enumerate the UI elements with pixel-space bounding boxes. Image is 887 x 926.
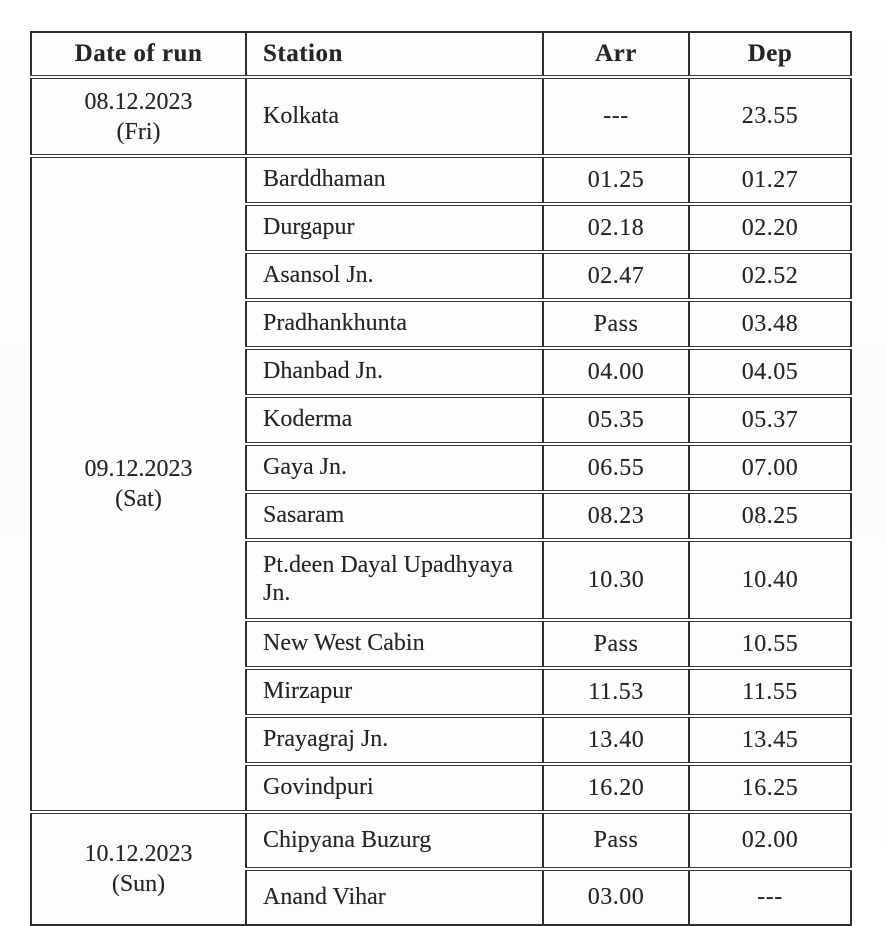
arr-cell: Pass <box>543 620 689 668</box>
station-cell: Sasaram <box>246 492 543 540</box>
arr-cell: Pass <box>543 812 689 869</box>
column-header-arr: Arr <box>543 32 689 77</box>
date-of-run-cell <box>31 812 246 925</box>
station-cell: Koderma <box>246 396 543 444</box>
arr-cell: 08.23 <box>543 492 689 540</box>
arr-cell: 10.30 <box>543 540 689 620</box>
dep-cell: 04.05 <box>689 348 851 396</box>
run-date: 10.12.2023 <box>84 841 193 867</box>
dep-cell: 10.55 <box>689 620 851 668</box>
arr-cell: --- <box>543 77 689 156</box>
station-cell: Chipyana Buzurg <box>246 812 543 869</box>
date-of-run-cell <box>31 77 246 156</box>
arr-cell: 02.18 <box>543 204 689 252</box>
station-cell: Anand Vihar <box>246 869 543 925</box>
station-cell: Prayagraj Jn. <box>246 716 543 764</box>
arr-cell: 01.25 <box>543 156 689 204</box>
station-cell: Barddhaman <box>246 156 543 204</box>
dep-cell: 11.55 <box>689 668 851 716</box>
dep-cell: 08.25 <box>689 492 851 540</box>
arr-cell: 04.00 <box>543 348 689 396</box>
arr-cell: 02.47 <box>543 252 689 300</box>
arr-cell: 13.40 <box>543 716 689 764</box>
run-date: 09.12.2023 <box>84 456 193 482</box>
train-timetable-table <box>30 31 852 926</box>
run-day: (Sat) <box>115 486 162 512</box>
dep-cell: --- <box>689 869 851 925</box>
dep-cell: 23.55 <box>689 77 851 156</box>
date-of-run-cell <box>31 156 246 812</box>
station-cell: Dhanbad Jn. <box>246 348 543 396</box>
station-cell: Kolkata <box>246 77 543 156</box>
station-cell: Gaya Jn. <box>246 444 543 492</box>
dep-cell: 10.40 <box>689 540 851 620</box>
dep-cell: 02.52 <box>689 252 851 300</box>
dep-cell: 01.27 <box>689 156 851 204</box>
station-cell: Pt.deen Dayal Upadhyaya Jn. <box>246 540 543 620</box>
dep-cell: 05.37 <box>689 396 851 444</box>
station-cell: Mirzapur <box>246 668 543 716</box>
table-header-row <box>31 32 851 77</box>
run-day: (Sun) <box>111 871 166 897</box>
table-row <box>31 77 851 156</box>
station-cell: Asansol Jn. <box>246 252 543 300</box>
station-cell: Durgapur <box>246 204 543 252</box>
column-header-dep: Dep <box>689 32 851 77</box>
run-day: (Fri) <box>116 118 161 145</box>
dep-cell: 16.25 <box>689 764 851 812</box>
dep-cell: 03.48 <box>689 300 851 348</box>
column-header-date-of-run: Date of run <box>31 32 246 77</box>
arr-cell: Pass <box>543 300 689 348</box>
table-row <box>31 156 851 204</box>
dep-cell: 07.00 <box>689 444 851 492</box>
column-header-station: Station <box>246 32 543 77</box>
arr-cell: 03.00 <box>543 869 689 925</box>
dep-cell: 02.20 <box>689 204 851 252</box>
dep-cell: 13.45 <box>689 716 851 764</box>
table-row <box>31 812 851 869</box>
station-cell: New West Cabin <box>246 620 543 668</box>
station-cell: Pradhankhunta <box>246 300 543 348</box>
arr-cell: 06.55 <box>543 444 689 492</box>
arr-cell: 11.53 <box>543 668 689 716</box>
station-cell: Govindpuri <box>246 764 543 812</box>
arr-cell: 16.20 <box>543 764 689 812</box>
run-date: 08.12.2023 <box>84 88 193 115</box>
arr-cell: 05.35 <box>543 396 689 444</box>
dep-cell: 02.00 <box>689 812 851 869</box>
